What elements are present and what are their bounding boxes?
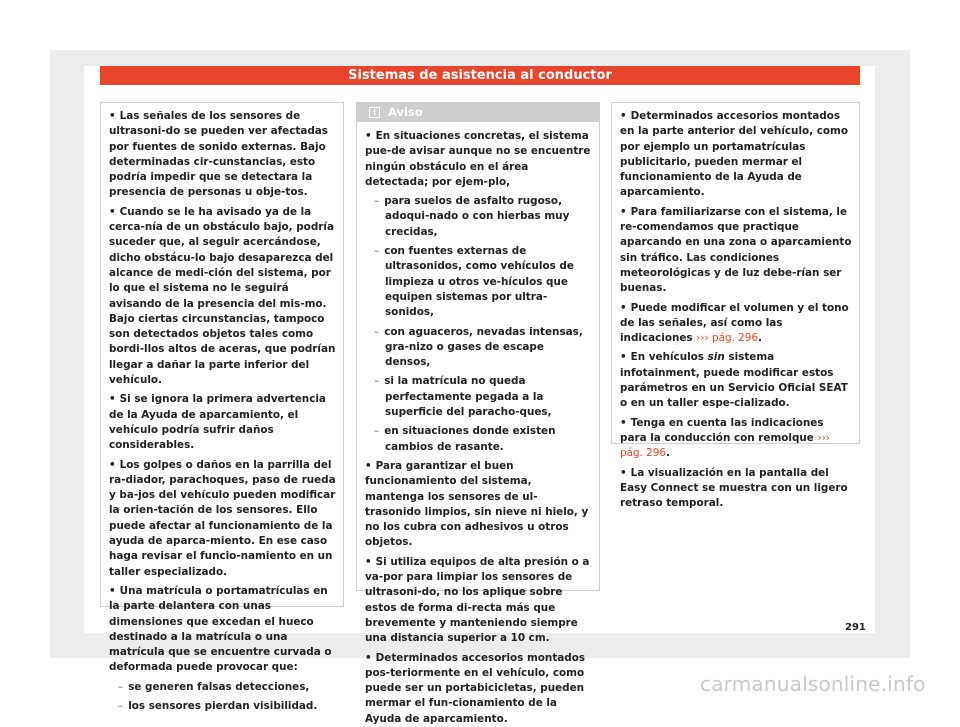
- list-item: • Si se ignora la primera advertencia de la Ayuda de aparcamiento, el vehículo podría sufrir daños considerables.: [109, 392, 336, 453]
- list-item: • Si utiliza equipos de alta presión o a va-por para limpiar los sensores de ultrasoni-do, no los aplique sobre estos de forma di-recta más que brevemente y manteniendo siempre una distancia superior a 10 cm.: [365, 555, 592, 647]
- info-icon: i: [369, 107, 380, 118]
- section-header: Sistemas de asistencia al conductor: [100, 66, 860, 85]
- page-reference-link[interactable]: ››› pág. 296: [620, 431, 830, 460]
- list-item: • En situaciones concretas, el sistema pue-de avisar aunque no se encuentre ningún obstáculo en el área detectada; por ejem-plo,: [365, 129, 592, 190]
- item-text: Tenga en cuenta las indicaciones para la conducción con remolque: [620, 416, 824, 444]
- item-text: En vehículos: [630, 351, 704, 364]
- list-item: • Determinados accesorios montados en la parte anterior del vehículo, como por ejemplo un portamatrículas publicitario, pueden mermar el funcionamiento de la Ayuda de aparcamiento.: [620, 109, 852, 201]
- list-item: [620, 350, 852, 411]
- page-number: 291: [845, 622, 866, 633]
- sub-list-item: – para suelos de asfalto rugoso, adoqui-nado o con hierbas muy crecidas,: [365, 194, 592, 240]
- list-item: • Para garantizar el buen funcionamiento del sistema, mantenga los sensores de ul-trasonido limpios, sin nieve ni hielo, y no los cubra con adhesivos u otros objetos.: [365, 459, 592, 551]
- item-text: Puede modificar el volumen y el tono de las señales, así como las indicaciones: [620, 301, 849, 345]
- sub-list-item: – si la matrícula no queda perfectamente pegada a la superficie del paracho-ques,: [365, 374, 592, 420]
- list-item: • Los golpes o daños en la parrilla del ra-diador, parachoques, paso de rueda y ba-jos del vehículo pueden modificar la orien-tación de los sensores. Ello puede afectar al funcionamiento de la ayuda de aparca-miento. En ese caso haga revisar el funcio-namiento en un taller especializado.: [109, 458, 336, 580]
- list-item: [620, 301, 852, 347]
- item-text-end: .: [758, 332, 762, 345]
- watermark: carmanualsonline.info: [700, 672, 926, 696]
- sub-list-item: – con fuentes externas de ultrasonidos, como vehículos de limpieza u otros ve-hículos que equipen sistemas por ultra-sonidos,: [365, 244, 592, 320]
- column-right: [611, 102, 860, 510]
- sub-list-item: – se generen falsas detecciones,: [109, 680, 336, 695]
- column-warning: [356, 102, 600, 725]
- warning-title: Aviso: [388, 104, 423, 119]
- list-item: • Determinados accesorios montados pos-teriormente en el vehículo, como puede ser un portabicicletas, pueden mermar el fun-cionamiento de la Ayuda de aparcamiento.: [365, 651, 592, 727]
- page-reference-link[interactable]: ››› pág. 296: [696, 332, 759, 345]
- list-item: • Las señales de los sensores de ultrasoni-do se pueden ver afectadas por fuentes de sonido externas. Bajo determinadas cir-cunstancias, esto podría impedir que se detectara la presencia de personas u obje-tos.: [109, 109, 336, 201]
- sub-list-item: – con aguaceros, nevadas intensas, gra-nizo o gases de escape densos,: [365, 325, 592, 371]
- item-text-end: .: [666, 447, 670, 460]
- list-item: • Una matrícula o portamatrículas en la parte delantera con unas dimensiones que excedan el hueco destinado a la matrícula o una matrícula que se encuentre curvada o deformada puede provocar que:: [109, 584, 336, 676]
- list-item: [620, 416, 852, 462]
- list-item: • La visualización en la pantalla del Easy Connect se muestra con un ligero retraso temporal.: [620, 466, 852, 512]
- list-item: • Cuando se le ha avisado ya de la cerca-nía de un obstáculo bajo, podría suceder que, al seguir acercándose, dicho obstácu-lo bajo desaparezca del alcance de medi-ción del sistema, por lo que el sistema no le seguirá avisando de la presencia del mis-mo. Bajo ciertas circunstancias, tampoco son detectados objetos tales como bordi-llos altos de aceras, que podrían llegar a dañar la parte inferior del vehículo.: [109, 205, 336, 389]
- warning-header: [357, 103, 599, 122]
- list-item: • Para familiarizarse con el sistema, le re-comendamos que practique aparcando en una zona o aparcamiento sin tráfico. Las condiciones meteorológicas y de luz debe-rían ser buenas.: [620, 205, 852, 297]
- sub-list-item: – los sensores pierdan visibilidad.: [109, 699, 336, 714]
- item-text: sistema infotainment, puede modificar estos parámetros en un Servicio Oficial SEAT o en un taller espe-cializado.: [620, 351, 848, 410]
- column-left: [100, 102, 344, 712]
- emphasis-text: sin: [707, 351, 725, 364]
- sub-list-item: – en situaciones donde existen cambios de rasante.: [365, 424, 592, 455]
